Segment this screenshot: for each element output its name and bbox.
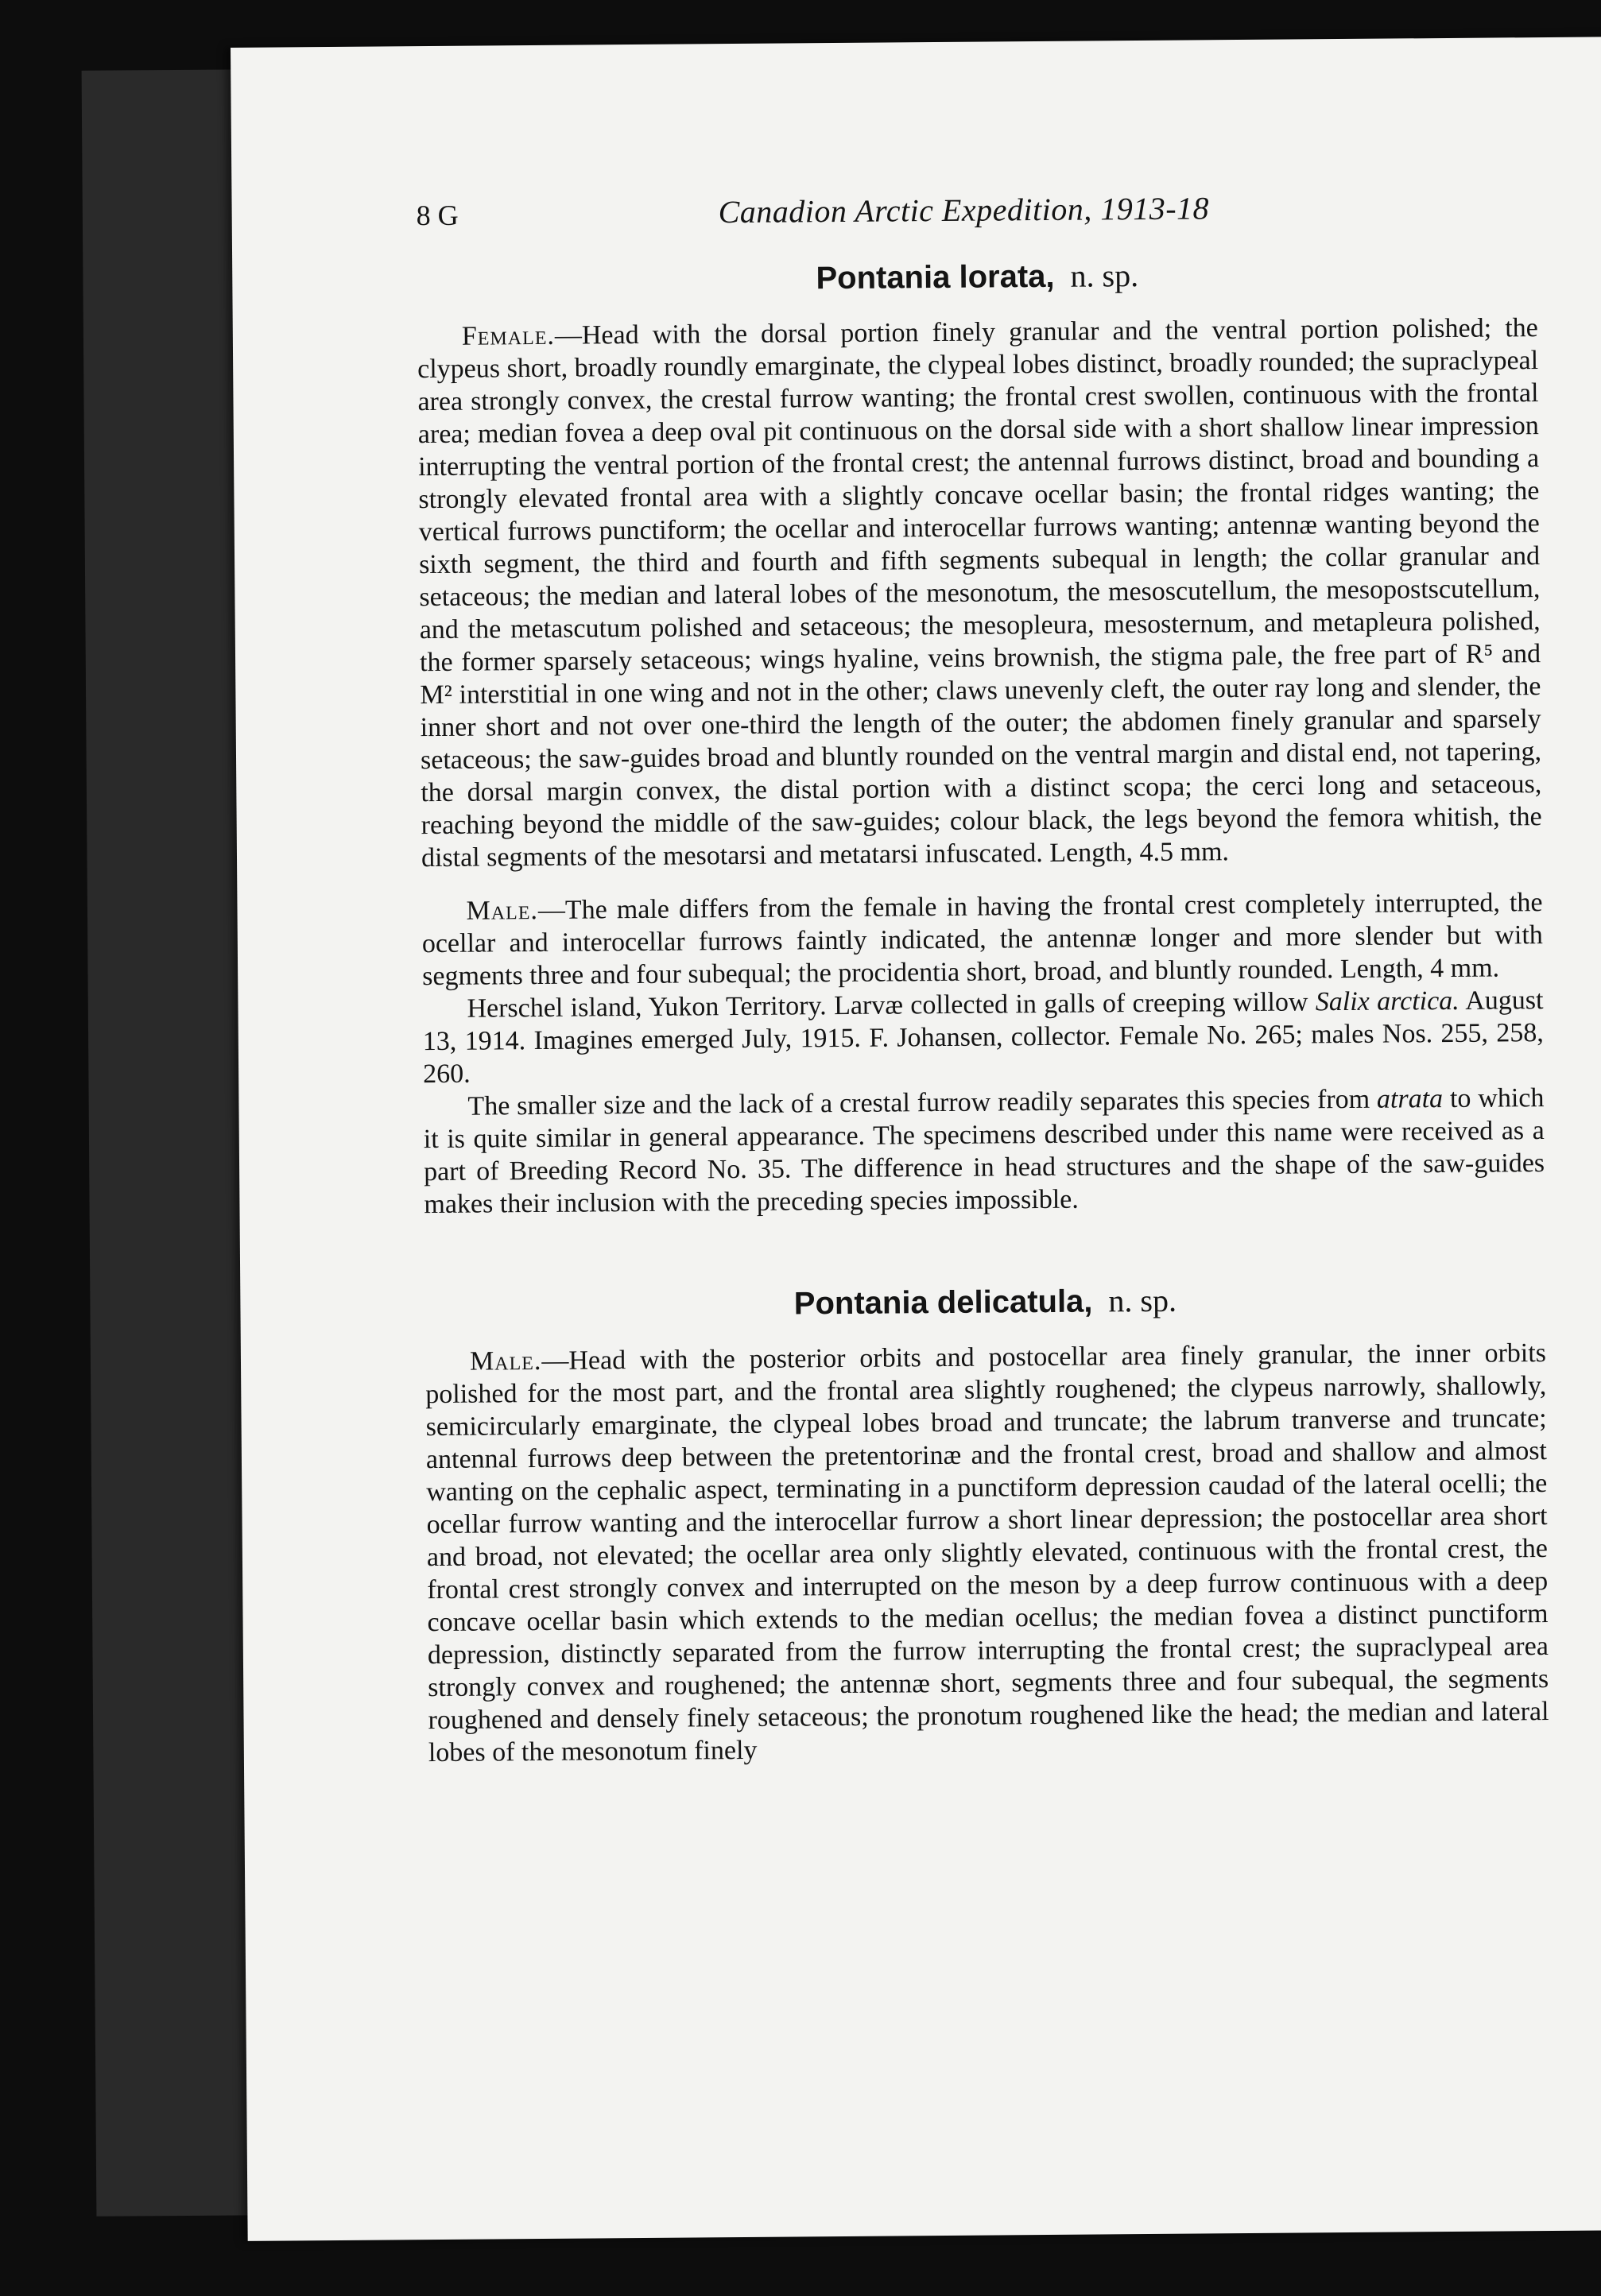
running-header: [416, 187, 1537, 251]
host-plant: Salix arctica.: [1315, 985, 1460, 1017]
sex-label: Male.: [469, 1345, 542, 1376]
male-description: [421, 886, 1543, 993]
sex-label: Male.: [466, 895, 539, 926]
page-content: [416, 187, 1549, 1769]
description-text: —Head with the dorsal portion finely granular and the ventral portion polished; the clypeus short, broadly roundly emarginate, the clypeal lobes distinct, broadly rounded; the supraclypeal area strongly convex, the crestal furrow wanting; the frontal crest swollen, continuous with the frontal area; median fovea a deep oval pit continuous on the dorsal side with a short shallow linear impression interrupting the ventral portion of the frontal crest; the antennal furrows distinct, broad and bounding a strongly elevated frontal area with a slightly concave ocellar basin; the frontal ridges wanting; the vertical furrows punctiform; the ocellar and interocellar furrows wanting; antennæ wanting beyond the sixth segment, the third and fourth and fifth segments subequal in length; the collar granular and setaceous; the median and lateral lobes of the mesonotum, the mesoscutellum, the mesopostscutellum, and the metascutum polished and setaceous; the mesopleura, mesosternum, and metapleura polished, the former sparsely setaceous; wings hyaline, veins brownish, the stigma pale, the free part of R⁵ and M² interstitial in one wing and not in the other; claws unevenly cleft, the outer ray long and slender, the inner short and not over one-third the length of the outer; the abdomen finely granular and sparsely setaceous; the saw-guides broad and bluntly rounded on the ventral margin and distal end, not tapering, the dorsal margin convex, the distal portion with a distinct scopa; the cerci long and setaceous, reaching beyond the middle of the saw-guides; colour black, the legs beyond the femora whitish, the distal segments of the mesotarsi and metatarsi infuscated. Length, 4.5 mm.: [417, 313, 1542, 873]
remarks-text: The smaller size and the lack of a crestal furrow readily separates this species from: [467, 1084, 1378, 1121]
remarks-text-continued: to which it is quite similar in general appearance. The specimens described under this name were received as a part of Breeding Record No. 35. The difference in head structures and the shape of the saw-guides makes their inclusion with the preceding species impossible.: [423, 1083, 1545, 1220]
remarks-paragraph: [423, 1082, 1545, 1221]
new-species-tag: n. sp.: [1108, 1282, 1177, 1319]
new-species-tag: n. sp.: [1070, 257, 1139, 294]
document-page: [231, 37, 1601, 2241]
locality-record: [422, 984, 1544, 1090]
species-name: Pontania lorata,: [816, 258, 1055, 296]
running-title: Canadion Arctic Expedition, 1913-18: [718, 190, 1210, 230]
compared-species: atrata: [1376, 1084, 1444, 1114]
species-heading-delicatula: [424, 1279, 1545, 1325]
collection-text: August 13, 1914. Imagines emerged July, 1915. F. Johansen, collector. Female No. 265; males Nos. 255, 258, 260.: [422, 985, 1544, 1090]
male-description-delicatula: [425, 1337, 1549, 1769]
female-description: [417, 312, 1542, 874]
sex-label: Female.: [461, 320, 556, 351]
species-name: Pontania delicatula,: [793, 1284, 1093, 1322]
species-heading-lorata: [417, 254, 1537, 300]
locality-text: Herschel island, Yukon Territory. Larvæ collected in galls of creeping willow: [467, 987, 1316, 1024]
description-text: —The male differs from the female in having the frontal crest completely interrupted, the ocellar and interocellar furrows faintly indicated, the antennæ longer and more slender but with segments three and four subequal; the procidentia short, broad, and bluntly rounded. Length, 4 mm.: [421, 888, 1543, 992]
page-number: 8 G: [416, 199, 459, 232]
description-text: —Head with the posterior orbits and postocellar area finely granular, the inner orbits polished for the most part, and the frontal area slightly roughened; the clypeus narrowly, shallowly, semicircularly emarginate, the clypeal lobes broad and truncate; the labrum tranverse and truncate; antennal furrows deep between the pretentorinæ and the frontal crest, broad and shallow and almost wanting on the cephalic aspect, terminating in a punctiform depression caudad of the lateral ocelli; the ocellar furrow wanting and the interocellar furrow a short linear depression; the postocellar area short and broad, not elevated; the ocellar area only slightly elevated, continuous with the frontal crest, the frontal crest strongly convex and interrupted on the meson by a deep furrow continuous with a deep concave ocellar basin which extends to the median ocellus; the median fovea a distinct punctiform depression, distinctly separated from the furrow interrupting the frontal crest; the supraclypeal area strongly convex and roughened; the antennæ short, segments three and four subequal, the segments roughened and densely finely setaceous; the pronotum roughened like the head; the median and lateral lobes of the mesonotum finely: [425, 1338, 1549, 1768]
